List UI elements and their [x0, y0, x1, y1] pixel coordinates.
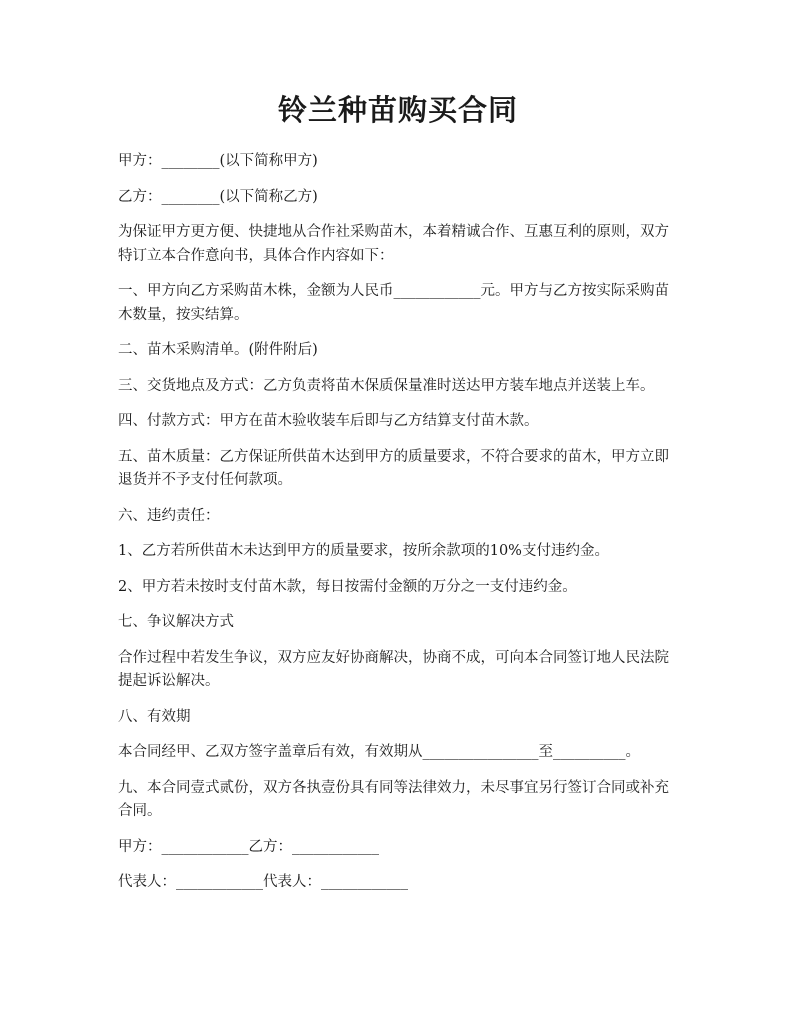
- clause-8-heading: 八、有效期: [118, 708, 191, 725]
- document-title: 铃兰种苗购买合同: [277, 93, 518, 127]
- signature-parties: 甲方：____________乙方：____________: [118, 838, 379, 855]
- clause-6-heading: 六、违约责任：: [118, 507, 220, 524]
- clause-1: 一、甲方向乙方采购苗木株，金额为人民币____________元。甲方与乙方按实际采购苗木数量，按实结算。: [118, 283, 669, 323]
- party-b-line: 乙方：________(以下简称乙方): [118, 188, 318, 205]
- clause-6-item-2: 2、甲方若未按时支付苗木款，每日按需付金额的万分之一支付违约金。: [118, 578, 577, 595]
- clause-7-body: 合作过程中若发生争议，双方应友好协商解决，协商不成，可向本合同签订地人民法院提起诉讼解决。: [118, 649, 669, 689]
- clause-2: 二、苗木采购清单。(附件附后): [118, 342, 318, 358]
- clause-5: 五、苗木质量：乙方保证所供苗木达到甲方的质量要求，不符合要求的苗木，甲方立即退货并不予支付任何款项。: [118, 448, 669, 488]
- clause-3: 三、交货地点及方式：乙方负责将苗木保质保量准时送达甲方装车地点并送装上车。: [118, 377, 655, 394]
- document-body: [118, 150, 683, 907]
- clause-4: 四、付款方式：甲方在苗木验收装车后即与乙方结算支付苗木款。: [118, 413, 539, 429]
- party-a-line: 甲方：________(以下简称甲方): [118, 153, 318, 169]
- clause-8-body: 本合同经甲、乙双方签字盖章后有效，有效期从________________至__________。: [118, 744, 640, 760]
- signature-representatives: 代表人：____________代表人：____________: [118, 874, 408, 890]
- preamble-paragraph: 为保证甲方更方便、快捷地从合作社采购苗木，本着精诚合作、互惠互利的原则，双方特订立本合作意向书，具体合作内容如下：: [118, 224, 669, 264]
- clause-9: 九、本合同壹式贰份，双方各执壹份具有同等法律效力，未尽事宜另行签订合同或补充合同。: [118, 779, 669, 819]
- clause-6-item-1: 1、乙方若所供苗木未达到甲方的质量要求，按所余款项的10%支付违约金。: [118, 543, 609, 559]
- clause-7-heading: 七、争议解决方式: [118, 614, 234, 630]
